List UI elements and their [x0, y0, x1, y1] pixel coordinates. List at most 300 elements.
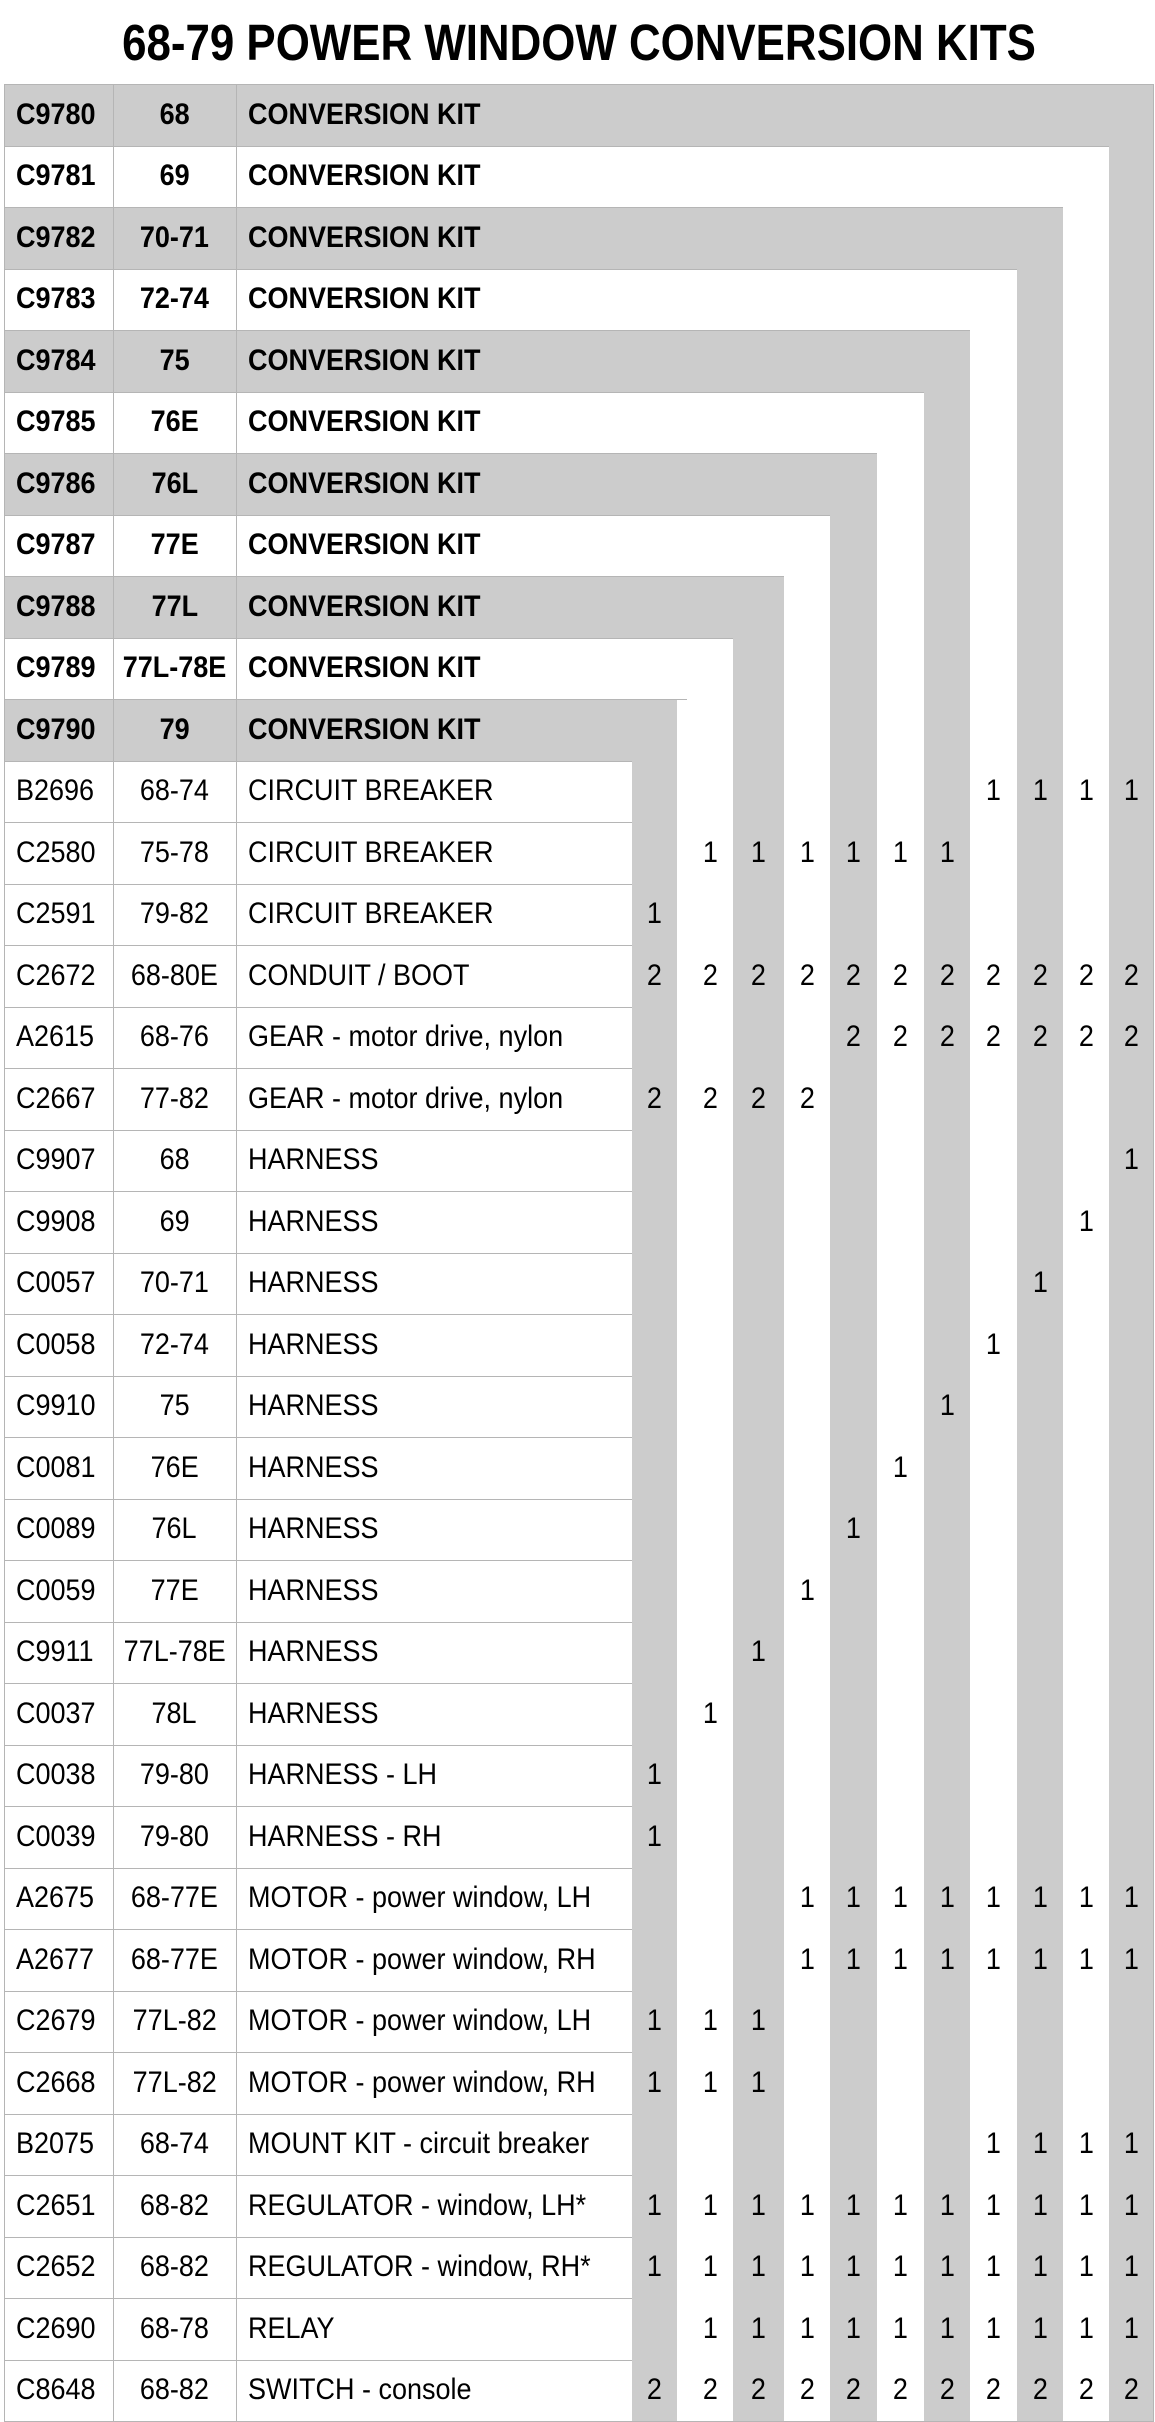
part-number	[4, 2114, 113, 2175]
quantity-value: 1	[985, 1327, 1002, 1361]
quantity-cell	[1017, 945, 1063, 1006]
quantity-value: 1	[750, 2188, 767, 2222]
part-number-text: A2675	[16, 1881, 95, 1914]
quantity-cell	[1063, 2114, 1109, 2175]
quantity-cell	[1109, 1130, 1154, 1191]
quantity-value: 1	[892, 1881, 909, 1914]
kit-part-number-text: C9788	[16, 589, 96, 623]
year-range	[113, 822, 236, 883]
part-description-text: HARNESS - LH	[248, 1758, 438, 1791]
quantity-value: 1	[799, 2311, 815, 2345]
year-range-text: 75-78	[139, 835, 210, 869]
quantity-value: 1	[646, 1758, 663, 1791]
quantity-value: 1	[1032, 2188, 1048, 2222]
kit-description	[236, 576, 733, 637]
quantity-value: 1	[845, 1942, 862, 1976]
quantity-value: 1	[1078, 2188, 1094, 2222]
kit-description	[236, 699, 632, 760]
quantity-cell	[877, 2298, 924, 2359]
part-number-text: C9911	[16, 1635, 94, 1668]
part-number-text: C9908	[16, 1204, 96, 1238]
quantity-value: 1	[1032, 774, 1048, 807]
year-range-text: 70-71	[139, 1266, 210, 1299]
quantity-cell	[830, 2298, 877, 2359]
quantity-value: 2	[750, 958, 767, 992]
quantity-cell	[830, 1868, 877, 1929]
quantity-value: 2	[702, 1081, 718, 1115]
quantity-value: 2	[985, 1020, 1002, 1053]
kit-part-number	[4, 84, 113, 145]
year-range	[113, 1745, 236, 1806]
part-number	[4, 1437, 113, 1498]
kit-column-shade	[1017, 207, 1063, 2421]
quantity-cell	[924, 945, 970, 1006]
kit-part-number-text: C9789	[16, 651, 96, 684]
year-range	[113, 1130, 236, 1191]
quantity-value: 1	[845, 1881, 862, 1914]
quantity-cell	[1063, 945, 1109, 1006]
kit-part-number	[4, 269, 113, 330]
quantity-cell	[1109, 761, 1154, 822]
quantity-cell	[632, 1745, 677, 1806]
quantity-cell	[970, 761, 1017, 822]
year-range	[113, 1253, 236, 1314]
quantity-cell	[1063, 761, 1109, 822]
kit-part-number	[4, 453, 113, 514]
quantity-cell	[784, 1068, 830, 1129]
quantity-value: 1	[750, 2250, 767, 2283]
part-description	[236, 1253, 632, 1314]
part-description-text: MOTOR - power window, RH	[248, 2065, 596, 2099]
kit-description-text: CONVERSION KIT	[248, 343, 481, 377]
kit-year-text: 77L-78E	[122, 651, 227, 684]
quantity-value: 1	[985, 774, 1002, 807]
part-description-text: CIRCUIT BREAKER	[248, 774, 494, 807]
kit-description	[236, 269, 970, 330]
quantity-value: 1	[1032, 2311, 1048, 2345]
part-description	[236, 2237, 632, 2298]
quantity-value: 1	[702, 2065, 718, 2099]
year-range-text: 68-82	[139, 2250, 210, 2283]
quantity-cell	[784, 1560, 830, 1621]
year-range-text: 68-82	[139, 2188, 210, 2222]
quantity-cell	[1109, 1929, 1154, 1990]
kit-part-number-text: C9780	[16, 97, 96, 131]
quantity-value: 1	[892, 1450, 909, 1484]
kit-year-text: 75	[159, 343, 190, 377]
quantity-cell	[924, 822, 970, 883]
kit-part-number-text: C9783	[16, 282, 96, 315]
quantity-cell	[1063, 1868, 1109, 1929]
quantity-value: 1	[1078, 2127, 1094, 2160]
quantity-cell	[687, 2360, 733, 2421]
quantity-cell	[924, 2237, 970, 2298]
kit-year-text: 69	[159, 159, 190, 192]
quantity-value: 1	[750, 2004, 767, 2037]
quantity-value: 1	[845, 835, 862, 869]
part-number-text: C0089	[16, 1512, 96, 1545]
year-range-text: 68-76	[139, 1020, 210, 1053]
quantity-cell	[784, 2360, 830, 2421]
quantity-cell	[733, 2298, 784, 2359]
part-description-text: HARNESS	[248, 1696, 379, 1730]
quantity-cell	[970, 1314, 1017, 1375]
year-range-text: 79-82	[139, 897, 210, 930]
quantity-value: 1	[1123, 774, 1140, 807]
part-number	[4, 1499, 113, 1560]
year-range-text: 76E	[150, 1450, 199, 1484]
quantity-cell	[784, 1868, 830, 1929]
part-description-text: GEAR - motor drive, nylon	[248, 1081, 564, 1115]
year-range	[113, 2298, 236, 2359]
kit-column-shade	[830, 453, 877, 2421]
quantity-value: 1	[892, 2311, 909, 2345]
year-range	[113, 2175, 236, 2236]
quantity-value: 2	[1032, 958, 1048, 992]
quantity-value: 2	[1078, 958, 1094, 992]
quantity-value: 1	[985, 2311, 1002, 2345]
quantity-value: 1	[702, 2311, 718, 2345]
part-number	[4, 1253, 113, 1314]
quantity-cell	[784, 822, 830, 883]
part-number	[4, 1376, 113, 1437]
quantity-cell	[970, 945, 1017, 1006]
quantity-cell	[877, 822, 924, 883]
quantity-value: 1	[892, 2188, 909, 2222]
part-description	[236, 945, 632, 1006]
part-description-text: CONDUIT / BOOT	[248, 958, 470, 992]
quantity-value: 1	[939, 1389, 955, 1422]
quantity-cell	[877, 1437, 924, 1498]
part-number-text: C2652	[16, 2250, 96, 2283]
quantity-cell	[970, 1929, 1017, 1990]
kit-description	[236, 207, 1017, 268]
part-description	[236, 1560, 632, 1621]
quantity-cell	[830, 1929, 877, 1990]
year-range	[113, 1806, 236, 1867]
quantity-cell	[733, 2052, 784, 2113]
part-number-text: C2668	[16, 2065, 96, 2099]
quantity-value: 1	[750, 2065, 767, 2099]
part-number-text: A2677	[16, 1942, 95, 1976]
quantity-cell	[733, 2175, 784, 2236]
kit-year	[113, 330, 236, 391]
part-description	[236, 2298, 632, 2359]
kit-description-text: CONVERSION KIT	[248, 97, 481, 131]
kit-year	[113, 392, 236, 453]
quantity-value: 1	[892, 1942, 909, 1976]
part-number	[4, 1068, 113, 1129]
kit-part-number	[4, 207, 113, 268]
quantity-value: 1	[939, 1942, 955, 1976]
quantity-cell	[924, 2298, 970, 2359]
part-description	[236, 1929, 632, 1990]
part-description	[236, 1437, 632, 1498]
quantity-cell	[784, 2237, 830, 2298]
quantity-cell	[1109, 2237, 1154, 2298]
year-range-text: 68-74	[139, 2127, 210, 2160]
part-number	[4, 1007, 113, 1068]
year-range	[113, 1437, 236, 1498]
quantity-cell	[784, 2175, 830, 2236]
part-number-text: C0057	[16, 1266, 96, 1299]
quantity-cell	[924, 1376, 970, 1437]
part-description-text: RELAY	[248, 2311, 335, 2345]
quantity-value: 1	[702, 1696, 718, 1730]
kit-year	[113, 699, 236, 760]
quantity-cell	[632, 2237, 677, 2298]
part-description	[236, 2052, 632, 2113]
kit-description	[236, 84, 1109, 145]
year-range-text: 75	[159, 1389, 190, 1422]
part-number	[4, 2360, 113, 2421]
year-range	[113, 2114, 236, 2175]
quantity-value: 1	[1123, 2127, 1140, 2160]
quantity-cell	[830, 945, 877, 1006]
kit-year	[113, 515, 236, 576]
quantity-value: 1	[1123, 1881, 1140, 1914]
conversion-kit-chart	[4, 0, 1154, 2422]
kit-year	[113, 453, 236, 514]
quantity-value: 1	[1078, 1204, 1094, 1238]
quantity-value: 1	[1032, 1881, 1048, 1914]
part-number	[4, 2237, 113, 2298]
quantity-value: 2	[892, 1020, 909, 1053]
quantity-value: 2	[892, 958, 909, 992]
kit-part-number-text: C9786	[16, 466, 96, 500]
quantity-cell	[970, 2175, 1017, 2236]
quantity-value: 1	[1078, 2250, 1094, 2283]
quantity-cell	[877, 2360, 924, 2421]
year-range-text: 68-77E	[130, 1881, 219, 1914]
quantity-cell	[1109, 1868, 1154, 1929]
kit-description	[236, 638, 687, 699]
part-description-text: GEAR - motor drive, nylon	[248, 1020, 564, 1053]
part-description-text: REGULATOR - window, RH*	[248, 2250, 591, 2283]
kit-year	[113, 207, 236, 268]
part-number	[4, 1806, 113, 1867]
part-description	[236, 1007, 632, 1068]
year-range	[113, 2237, 236, 2298]
part-description	[236, 822, 632, 883]
quantity-value: 1	[845, 2250, 862, 2283]
kit-year-text: 72-74	[139, 282, 210, 315]
kit-year-text: 76L	[151, 466, 198, 500]
year-range-text: 68	[159, 1143, 190, 1176]
part-number-text: C0039	[16, 1819, 96, 1853]
kit-part-number-text: C9790	[16, 712, 96, 746]
quantity-cell	[924, 2360, 970, 2421]
part-number	[4, 945, 113, 1006]
quantity-value: 1	[1032, 2250, 1048, 2283]
part-description	[236, 1314, 632, 1375]
part-description-text: MOTOR - power window, LH	[248, 2004, 592, 2037]
quantity-value: 1	[702, 835, 718, 869]
year-range	[113, 1376, 236, 1437]
quantity-value: 2	[702, 2373, 718, 2406]
quantity-value: 1	[985, 1881, 1002, 1914]
quantity-cell	[733, 2360, 784, 2421]
kit-description	[236, 453, 830, 514]
quantity-value: 2	[799, 958, 815, 992]
year-range-text: 76L	[151, 1512, 198, 1545]
quantity-cell	[830, 1007, 877, 1068]
year-range-text: 77L-82	[132, 2004, 217, 2037]
quantity-cell	[970, 1868, 1017, 1929]
quantity-value: 1	[646, 2250, 663, 2283]
quantity-value: 1	[985, 2127, 1002, 2160]
quantity-value: 1	[750, 2311, 767, 2345]
year-range	[113, 1560, 236, 1621]
quantity-value: 2	[799, 1081, 815, 1115]
quantity-cell	[632, 945, 677, 1006]
quantity-value: 1	[799, 2188, 815, 2222]
part-number-text: B2075	[16, 2127, 95, 2160]
quantity-value: 1	[646, 1819, 663, 1853]
quantity-cell	[733, 822, 784, 883]
quantity-cell	[1063, 1191, 1109, 1252]
quantity-cell	[687, 822, 733, 883]
kit-description-text: CONVERSION KIT	[248, 220, 481, 254]
part-number	[4, 822, 113, 883]
quantity-value: 1	[702, 2188, 718, 2222]
part-description	[236, 1622, 632, 1683]
kit-part-number	[4, 146, 113, 207]
part-description-text: HARNESS	[248, 1143, 379, 1176]
kit-part-number	[4, 638, 113, 699]
quantity-cell	[830, 2237, 877, 2298]
part-number-text: C9910	[16, 1389, 96, 1422]
year-range	[113, 945, 236, 1006]
part-number	[4, 1683, 113, 1744]
part-number-text: C2690	[16, 2311, 96, 2345]
quantity-cell	[1017, 2360, 1063, 2421]
part-description-text: MOTOR - power window, RH	[248, 1942, 596, 1976]
part-description-text: MOTOR - power window, LH	[248, 1881, 592, 1914]
quantity-cell	[924, 1007, 970, 1068]
quantity-cell	[1109, 945, 1154, 1006]
page-title: 68-79 POWER WINDOW CONVERSION KITS	[122, 13, 1036, 71]
part-description	[236, 1806, 632, 1867]
quantity-value: 1	[1032, 1942, 1048, 1976]
quantity-value: 2	[1123, 958, 1140, 992]
quantity-value: 1	[646, 2004, 663, 2037]
quantity-cell	[1017, 1007, 1063, 1068]
quantity-cell	[1063, 2237, 1109, 2298]
part-number	[4, 1130, 113, 1191]
quantity-value: 2	[1078, 1020, 1094, 1053]
part-description	[236, 1191, 632, 1252]
part-number	[4, 761, 113, 822]
year-range	[113, 1991, 236, 2052]
kit-column-shade	[1109, 84, 1154, 2421]
year-range-text: 77L-78E	[123, 1635, 226, 1668]
part-description-text: REGULATOR - window, LH*	[248, 2188, 587, 2222]
quantity-value: 1	[845, 1512, 862, 1545]
part-number	[4, 1560, 113, 1621]
part-number-text: C2667	[16, 1081, 96, 1115]
quantity-value: 2	[985, 958, 1002, 992]
year-range-text: 77L-82	[132, 2065, 217, 2099]
part-description-text: HARNESS	[248, 1512, 379, 1545]
kit-year	[113, 638, 236, 699]
quantity-value: 2	[1078, 2373, 1094, 2406]
year-range-text: 78L	[151, 1696, 198, 1730]
quantity-cell	[877, 1007, 924, 1068]
part-number-text: C2679	[16, 2004, 96, 2037]
part-description-text: HARNESS	[248, 1573, 379, 1607]
part-number-text: C0059	[16, 1573, 96, 1607]
year-range	[113, 1868, 236, 1929]
part-number-text: C8648	[16, 2373, 96, 2406]
quantity-cell	[784, 2298, 830, 2359]
year-range-text: 72-74	[139, 1327, 210, 1361]
quantity-cell	[830, 1499, 877, 1560]
quantity-value: 2	[939, 958, 955, 992]
quantity-value: 1	[1078, 774, 1094, 807]
table-right-border	[1153, 84, 1154, 2421]
part-number	[4, 2175, 113, 2236]
quantity-value: 1	[1123, 1143, 1140, 1176]
quantity-cell	[687, 2175, 733, 2236]
quantity-cell	[1017, 2298, 1063, 2359]
year-range	[113, 1007, 236, 1068]
kit-year	[113, 269, 236, 330]
kit-part-number-text: C9785	[16, 405, 96, 438]
quantity-cell	[784, 1929, 830, 1990]
quantity-value: 1	[939, 2311, 955, 2345]
part-description	[236, 2175, 632, 2236]
quantity-cell	[830, 822, 877, 883]
year-range-text: 68-80E	[130, 958, 219, 992]
kit-description-text: CONVERSION KIT	[248, 712, 481, 746]
part-description	[236, 1868, 632, 1929]
quantity-value: 1	[985, 2250, 1002, 2283]
quantity-cell	[970, 1007, 1017, 1068]
quantity-value: 1	[1078, 2311, 1094, 2345]
kit-year-text: 77L	[151, 589, 198, 623]
part-number-text: C2580	[16, 835, 96, 869]
part-number	[4, 1622, 113, 1683]
kit-year-text: 70-71	[139, 220, 210, 254]
part-description-text: HARNESS	[248, 1266, 379, 1299]
year-range	[113, 1929, 236, 1990]
part-number-text: A2615	[16, 1020, 95, 1053]
quantity-value: 1	[985, 1942, 1002, 1976]
quantity-value: 1	[1078, 1942, 1094, 1976]
kit-part-number-text: C9782	[16, 220, 96, 254]
kit-description-text: CONVERSION KIT	[248, 528, 481, 561]
quantity-value: 1	[750, 1635, 767, 1668]
quantity-value: 2	[799, 2373, 815, 2406]
quantity-cell	[970, 2298, 1017, 2359]
quantity-value: 2	[845, 1020, 862, 1053]
kit-part-number	[4, 392, 113, 453]
year-range-text: 79-80	[139, 1758, 210, 1791]
kit-part-number	[4, 576, 113, 637]
part-number-text: C2591	[16, 897, 96, 930]
kit-description-text: CONVERSION KIT	[248, 405, 481, 438]
part-description	[236, 1376, 632, 1437]
year-range-text: 68-82	[139, 2373, 210, 2406]
quantity-cell	[1017, 1253, 1063, 1314]
year-range	[113, 1314, 236, 1375]
kit-year	[113, 576, 236, 637]
quantity-value: 2	[1123, 2373, 1140, 2406]
quantity-value: 2	[750, 1081, 767, 1115]
quantity-cell	[687, 945, 733, 1006]
quantity-value: 1	[799, 1881, 815, 1914]
